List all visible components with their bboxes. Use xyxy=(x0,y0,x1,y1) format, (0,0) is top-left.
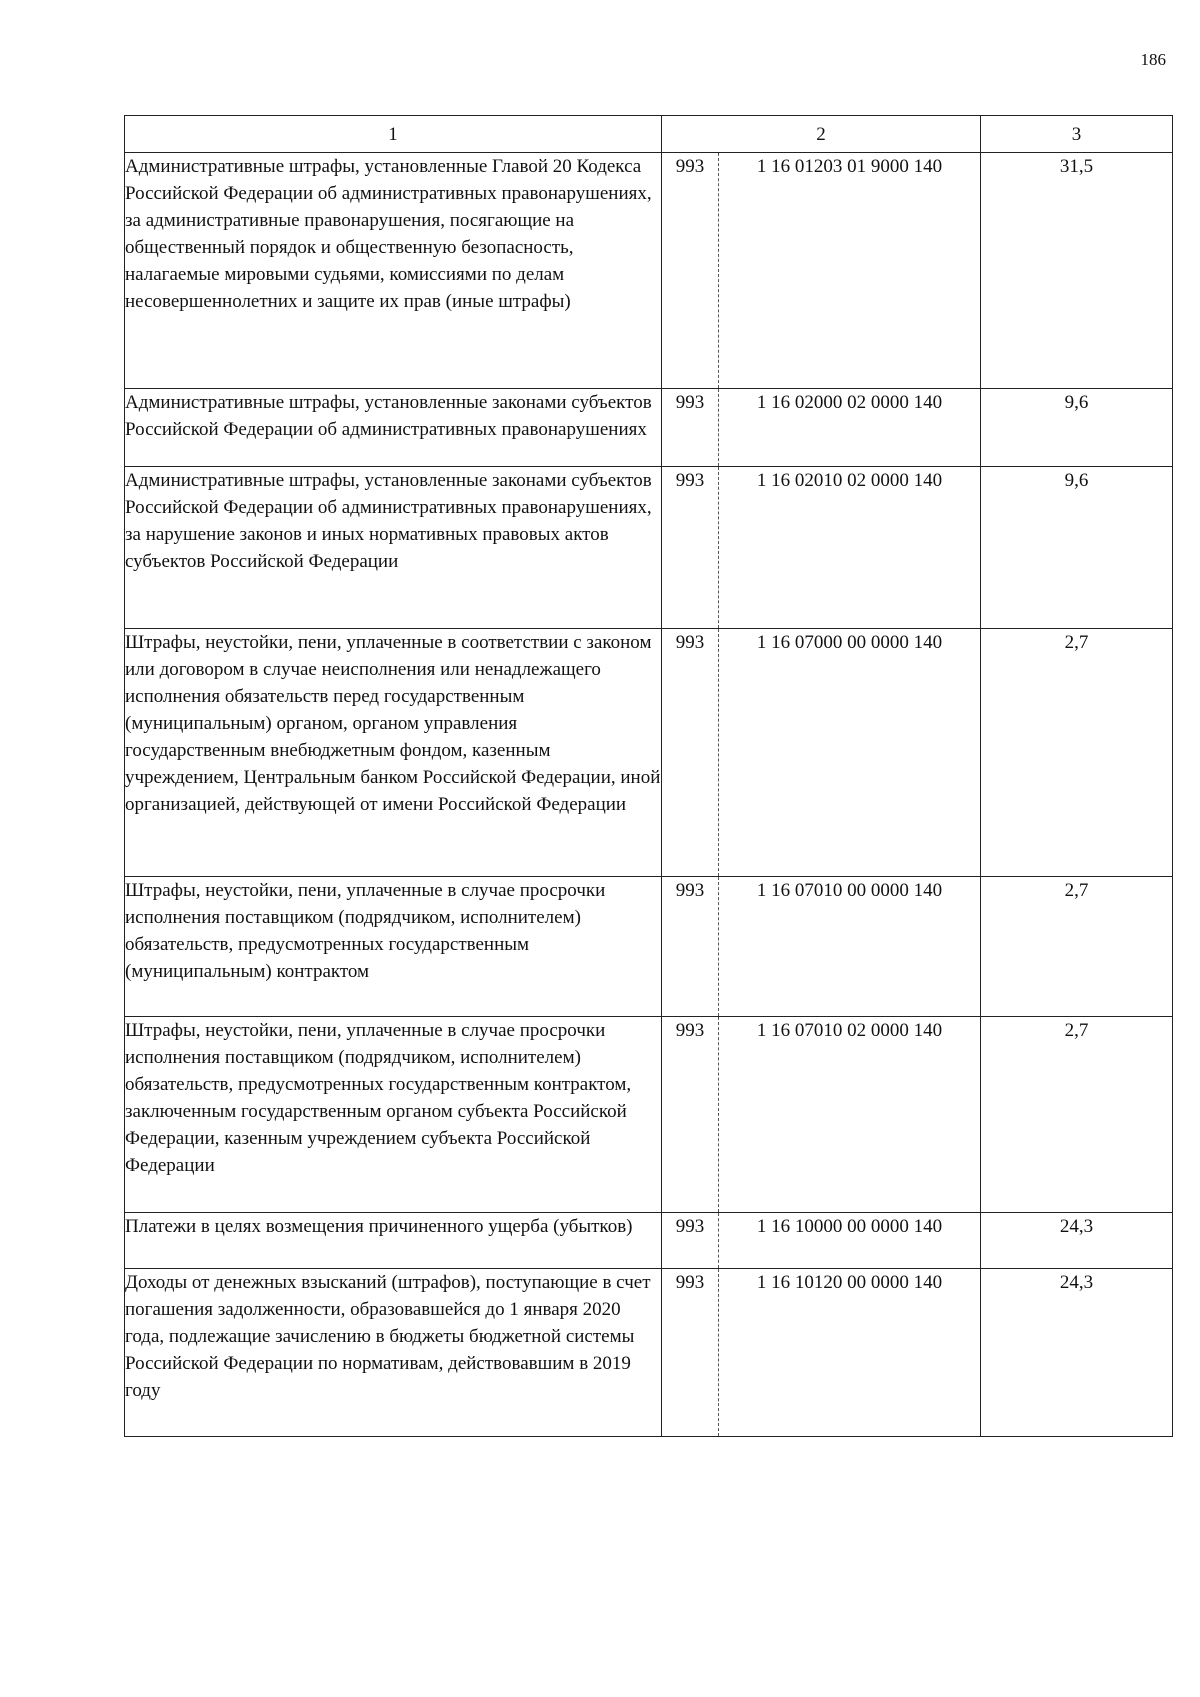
row-name: Штрафы, неустойки, пени, уплаченные в соответствии с законом или договором в случае неисполнения или ненадлежащего исполнения обязательств перед государственным (муниципальным) органом, органом управления государственным внебюджетным фондом, казенным учреждением, Центральным банком Российской Федерации, иной организацией, действующей от имени Российской Федерации xyxy=(125,629,662,877)
column-header-3: 3 xyxy=(981,116,1173,153)
row-amount: 2,7 xyxy=(981,1017,1173,1213)
row-admin-code: 993 xyxy=(662,467,719,629)
row-amount: 24,3 xyxy=(981,1269,1173,1437)
table-row xyxy=(125,389,1173,467)
row-classification-code: 1 16 07000 00 0000 140 xyxy=(719,629,981,877)
row-amount: 31,5 xyxy=(981,153,1173,389)
row-amount: 9,6 xyxy=(981,467,1173,629)
row-admin-code: 993 xyxy=(662,1269,719,1437)
header-row xyxy=(125,116,1173,153)
row-classification-code: 1 16 02010 02 0000 140 xyxy=(719,467,981,629)
row-classification-code: 1 16 01203 01 9000 140 xyxy=(719,153,981,389)
row-amount: 24,3 xyxy=(981,1213,1173,1269)
row-name: Штрафы, неустойки, пени, уплаченные в случае просрочки исполнения поставщиком (подрядчиком, исполнителем) обязательств, предусмотренных государственным контрактом, заключенным государственным органом субъекта Российской Федерации, казенным учреждением субъекта Российской Федерации xyxy=(125,1017,662,1213)
column-header-1: 1 xyxy=(125,116,662,153)
row-amount: 2,7 xyxy=(981,877,1173,1017)
row-admin-code: 993 xyxy=(662,1017,719,1213)
row-classification-code: 1 16 10000 00 0000 140 xyxy=(719,1213,981,1269)
column-header-2: 2 xyxy=(662,116,981,153)
row-name: Платежи в целях возмещения причиненного ущерба (убытков) xyxy=(125,1213,662,1269)
row-classification-code: 1 16 10120 00 0000 140 xyxy=(719,1269,981,1437)
table-row xyxy=(125,1213,1173,1269)
row-admin-code: 993 xyxy=(662,629,719,877)
row-name: Доходы от денежных взысканий (штрафов), поступающие в счет погашения задолженности, образовавшейся до 1 января 2020 года, подлежащие зачислению в бюджеты бюджетной системы Российской Федерации по нормативам, действовавшим в 2019 году xyxy=(125,1269,662,1437)
row-classification-code: 1 16 07010 00 0000 140 xyxy=(719,877,981,1017)
row-classification-code: 1 16 02000 02 0000 140 xyxy=(719,389,981,467)
row-admin-code: 993 xyxy=(662,877,719,1017)
row-classification-code: 1 16 07010 02 0000 140 xyxy=(719,1017,981,1213)
page-number: 186 xyxy=(1140,50,1166,69)
row-admin-code: 993 xyxy=(662,153,719,389)
table-row xyxy=(125,1017,1173,1213)
revenue-table xyxy=(124,115,1173,1437)
table-row xyxy=(125,1269,1173,1437)
row-name: Административные штрафы, установленные Главой 20 Кодекса Российской Федерации об административных правонарушениях, за административные правонарушения, посягающие на общественный порядок и общественную безопасность, налагаемые мировыми судьями, комиссиями по делам несовершеннолетних и защите их прав (иные штрафы) xyxy=(125,153,662,389)
row-amount: 9,6 xyxy=(981,389,1173,467)
row-admin-code: 993 xyxy=(662,1213,719,1269)
row-admin-code: 993 xyxy=(662,389,719,467)
row-name: Административные штрафы, установленные законами субъектов Российской Федерации об административных правонарушениях xyxy=(125,389,662,467)
row-name: Административные штрафы, установленные законами субъектов Российской Федерации об административных правонарушениях, за нарушение законов и иных нормативных правовых актов субъектов Российской Федерации xyxy=(125,467,662,629)
table-row xyxy=(125,467,1173,629)
row-amount: 2,7 xyxy=(981,629,1173,877)
row-name: Штрафы, неустойки, пени, уплаченные в случае просрочки исполнения поставщиком (подрядчиком, исполнителем) обязательств, предусмотренных государственным (муниципальным) контрактом xyxy=(125,877,662,1017)
table-row xyxy=(125,877,1173,1017)
table-row xyxy=(125,629,1173,877)
table-row xyxy=(125,153,1173,389)
